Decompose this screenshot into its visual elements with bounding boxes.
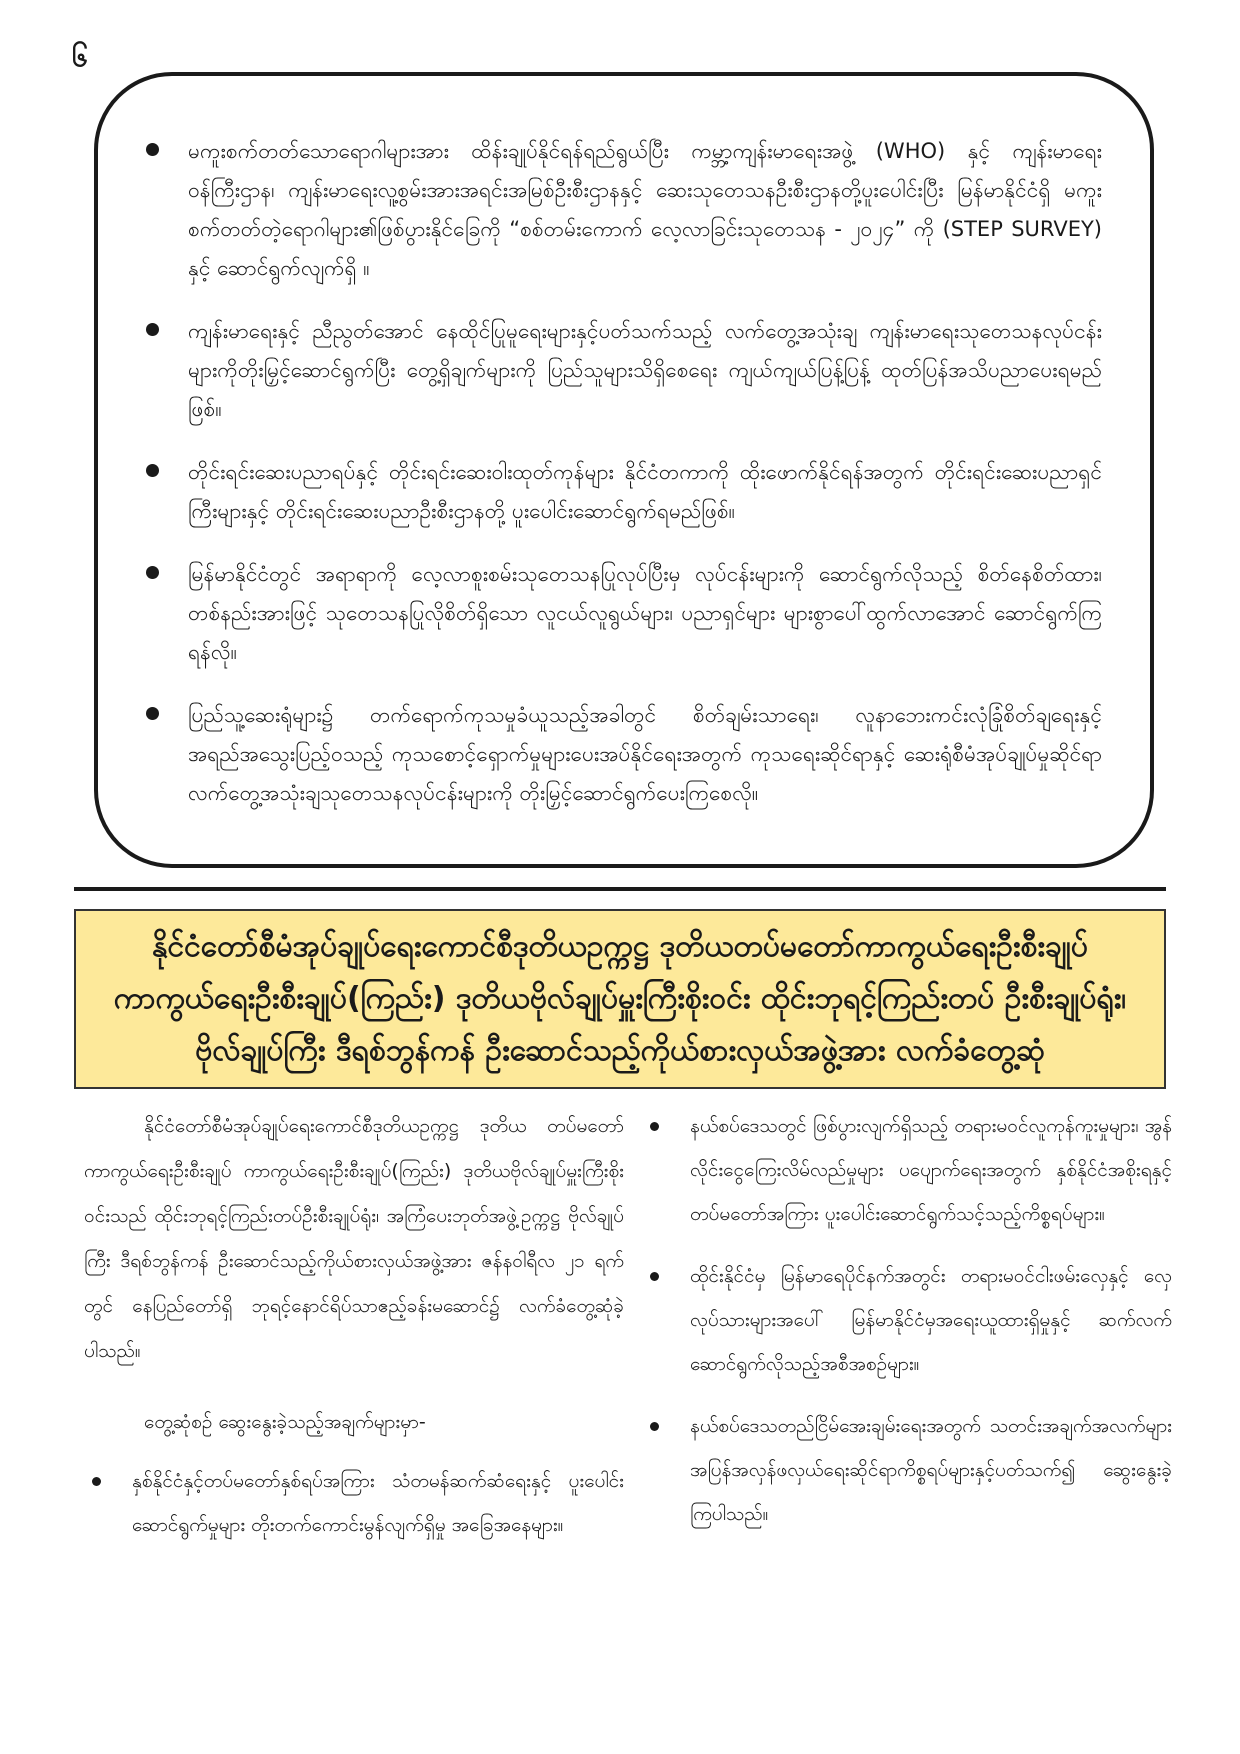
bullet-icon	[146, 707, 159, 720]
list-item	[146, 453, 1102, 531]
list-item	[642, 1404, 1172, 1536]
list-item	[146, 696, 1102, 813]
section-divider	[74, 887, 1166, 891]
discussed-heading: တွေ့ဆုံစဉ် ဆွေးနွေးခဲ့သည့်အချက်များမှာ-	[144, 1411, 426, 1433]
bullet-icon	[146, 323, 159, 336]
list-item	[146, 555, 1102, 672]
list-item	[84, 1459, 624, 1547]
list-item	[642, 1104, 1172, 1236]
list-item-text: နယ်စပ်ဒေသတည်ငြိမ်အေးချမ်းရေးအတွက် သတင်းအချက်အလက်များ အပြန်အလှန်ဖလှယ်ရေးဆိုင်ရာကိစ္စရပ်များနှင့်ပတ်သက်၍ ဆွေးနွေးခဲ့ကြပါသည်။	[690, 1415, 1172, 1525]
list-item-text: မြန်မာနိုင်ငံတွင် အရာရာကို လေ့လာစူးစမ်းသုတေသနပြုလုပ်ပြီးမှ လုပ်ငန်းများကို ဆောင်ရွက်လိုသည့် စိတ်နေစိတ်ထား၊ တစ်နည်းအားဖြင့် သုတေသနပြုလိုစိတ်ရှိသော လူငယ်လူရွယ်များ၊ ပညာရှင်များ များစွာပေါ်ထွက်လာအောင် ဆောင်ရွက်ကြရန်လို။	[188, 562, 1102, 664]
headline-line-2: ကာကွယ်ရေးဦးစီးချုပ်(ကြည်း) ဒုတိယဗိုလ်ချုပ်မှူးကြီးစိုးဝင်း ထိုင်းဘုရင့်ကြည်းတပ် ဦးစီးချုပ်ရုံး၊	[113, 981, 1127, 1016]
headline-line-1: နိုင်ငံတော်စီမံအုပ်ချုပ်ရေးကောင်စီဒုတိယဥက္ကဋ္ဌ ဒုတိယတပ်မတော်ကာကွယ်ရေးဦးစီးချုပ်	[152, 929, 1088, 964]
list-item-text: ပြည်သူ့ဆေးရုံများ၌ တက်ရောက်ကုသမှုခံယူသည့်အခါတွင် စိတ်ချမ်းသာရေး၊ လူနာဘေးကင်းလုံခြုံစိတ်ချရေးနှင့် အရည်အသွေးပြည့်ဝသည့် ကုသစောင့်ရှောက်မှုများပေးအပ်နိုင်ရေးအတွက် ကုသရေးဆိုင်ရာနှင့် ဆေးရုံစီမံအုပ်ချုပ်မှုဆိုင်ရာ လက်တွေ့အသုံးချသုတေသနလုပ်ငန်းများကို တိုးမြှင့်ဆောင်ရွက်ပေးကြစေလို။	[188, 703, 1102, 805]
list-item	[642, 1254, 1172, 1386]
bullet-icon	[146, 566, 159, 579]
discussion-list	[84, 1459, 624, 1547]
list-item-text: နှစ်နိုင်ငံနှင့်တပ်မတော်နှစ်ရပ်အကြား သံတမန်ဆက်ဆံရေးနှင့် ပူးပေါင်းဆောင်ရွက်မှုများ တိုးတက်ကောင်းမွန်လျက်ရှိမှု အခြေအနေများ။	[132, 1470, 624, 1536]
headline-line-3: ဗိုလ်ချုပ်ကြီး ဒီရစ်ဘွန်ကန် ဦးဆောင်သည့်ကိုယ်စားလှယ်အဖွဲ့အား လက်ခံတွေ့ဆုံ	[195, 1033, 1045, 1068]
list-item-text: တိုင်းရင်းဆေးပညာရပ်နှင့် တိုင်းရင်းဆေးဝါးထုတ်ကုန်များ နိုင်ငံတကာကို ထိုးဖောက်နိုင်ရန်အတွက် တိုင်းရင်းဆေးပညာရှင်ကြီးများနှင့် တိုင်းရင်းဆေးပညာဦးစီးဌာနတို့ ပူးပေါင်းဆောင်ရွက်ရမည်ဖြစ်။	[188, 460, 1102, 523]
page-number: ၆	[72, 40, 88, 73]
list-item-text: မကူးစက်တတ်သောရောဂါများအား ထိန်းချုပ်နိုင်ရန်ရည်ရွယ်ပြီး ကမ္ဘာ့ကျန်းမာရေးအဖွဲ့ (WHO) နှင့် ကျန်းမာရေးဝန်ကြီးဌာန၊ ကျန်းမာရေးလူ့စွမ်းအားအရင်းအမြစ်ဦးစီးဌာနနှင့် ဆေးသုတေသနဦးစီးဌာနတို့ပူးပေါင်းပြီး မြန်မာနိုင်ငံရှိ မကူးစက်တတ်တဲ့ရောဂါများ၏ဖြစ်ပွားနိုင်ခြေကို “စစ်တမ်းကောက် လေ့လာခြင်းသုတေသန - ၂၀၂၄” ကို (STEP SURVEY) နှင့် ဆောင်ရွက်လျက်ရှိ ။	[188, 139, 1102, 280]
left-column	[84, 1104, 624, 1565]
highlights-box	[94, 72, 1154, 868]
bullet-icon	[650, 1272, 659, 1281]
bullet-icon	[92, 1477, 101, 1486]
list-item	[146, 312, 1102, 429]
highlights-list	[146, 132, 1102, 813]
list-item-text: ထိုင်းနိုင်ငံမှ မြန်မာရေပိုင်နက်အတွင်း တရားမဝင်ငါးဖမ်းလှေနှင့် လှေလုပ်သားများအပေါ် မြန်မာနိုင်ငံမှအရေးယူထားရှိမှုနှင့် ဆက်လက်ဆောင်ရွက်လိုသည့်အစီအစဉ်များ။	[690, 1265, 1172, 1375]
list-item-text: ကျန်းမာရေးနှင့် ညီညွတ်အောင် နေထိုင်ပြုမူရေးများနှင့်ပတ်သက်သည့် လက်တွေ့အသုံးချ ကျန်းမာရေးသုတေသနလုပ်ငန်းများကိုတိုးမြှင့်ဆောင်ရွက်ပြီး တွေ့ရှိချက်များကို ပြည်သူများသိရှိစေရေး ကျယ်ကျယ်ပြန့်ပြန့် ထုတ်ပြန်အသိပညာပေးရမည်ဖြစ်။	[188, 319, 1102, 421]
right-column	[642, 1104, 1172, 1554]
bullet-icon	[650, 1122, 659, 1131]
bullet-icon	[650, 1422, 659, 1431]
intro-paragraph: နိုင်ငံတော်စီမံအုပ်ချုပ်ရေးကောင်စီဒုတိယဥက္ကဋ္ဌ ဒုတိယ တပ်မတော်ကာကွယ်ရေးဦးစီးချုပ် ကာကွယ်ရေးဦးစီးချုပ်(ကြည်း) ဒုတိယဗိုလ်ချုပ်မှူးကြီးစိုးဝင်းသည် ထိုင်းဘုရင့်ကြည်းတပ်ဦးစီးချုပ်ရုံး၊ အကြံပေးဘုတ်အဖွဲ့ဥက္ကဋ္ဌ ဗိုလ်ချုပ်ကြီး ဒီရစ်ဘွန်ကန် ဦးဆောင်သည့်ကိုယ်စားလှယ်အဖွဲ့အား ဇန်နဝါရီလ ၂၁ ရက်တွင် နေပြည်တော်ရှိ ဘုရင့်နောင်ရိပ်သာဧည့်ခန်းမဆောင်၌ လက်ခံတွေ့ဆုံခဲ့ပါသည်။	[84, 1115, 624, 1362]
list-item-text: နယ်စပ်ဒေသတွင် ဖြစ်ပွားလျက်ရှိသည့် တရားမဝင်လူကုန်ကူးမှုများ၊ အွန်လိုင်းငွေကြေးလိမ်လည်မှုများ ပပျောက်ရေးအတွက် နှစ်နိုင်ငံအစိုးရနှင့် တပ်မတော်အကြား ပူးပေါင်းဆောင်ရွက်သင့်သည့်ကိစ္စရပ်များ။	[690, 1115, 1172, 1225]
article-headline	[74, 909, 1166, 1089]
bullet-icon	[146, 143, 159, 156]
bullet-icon	[146, 464, 159, 477]
list-item	[146, 132, 1102, 288]
discussion-list-continued	[642, 1104, 1172, 1536]
